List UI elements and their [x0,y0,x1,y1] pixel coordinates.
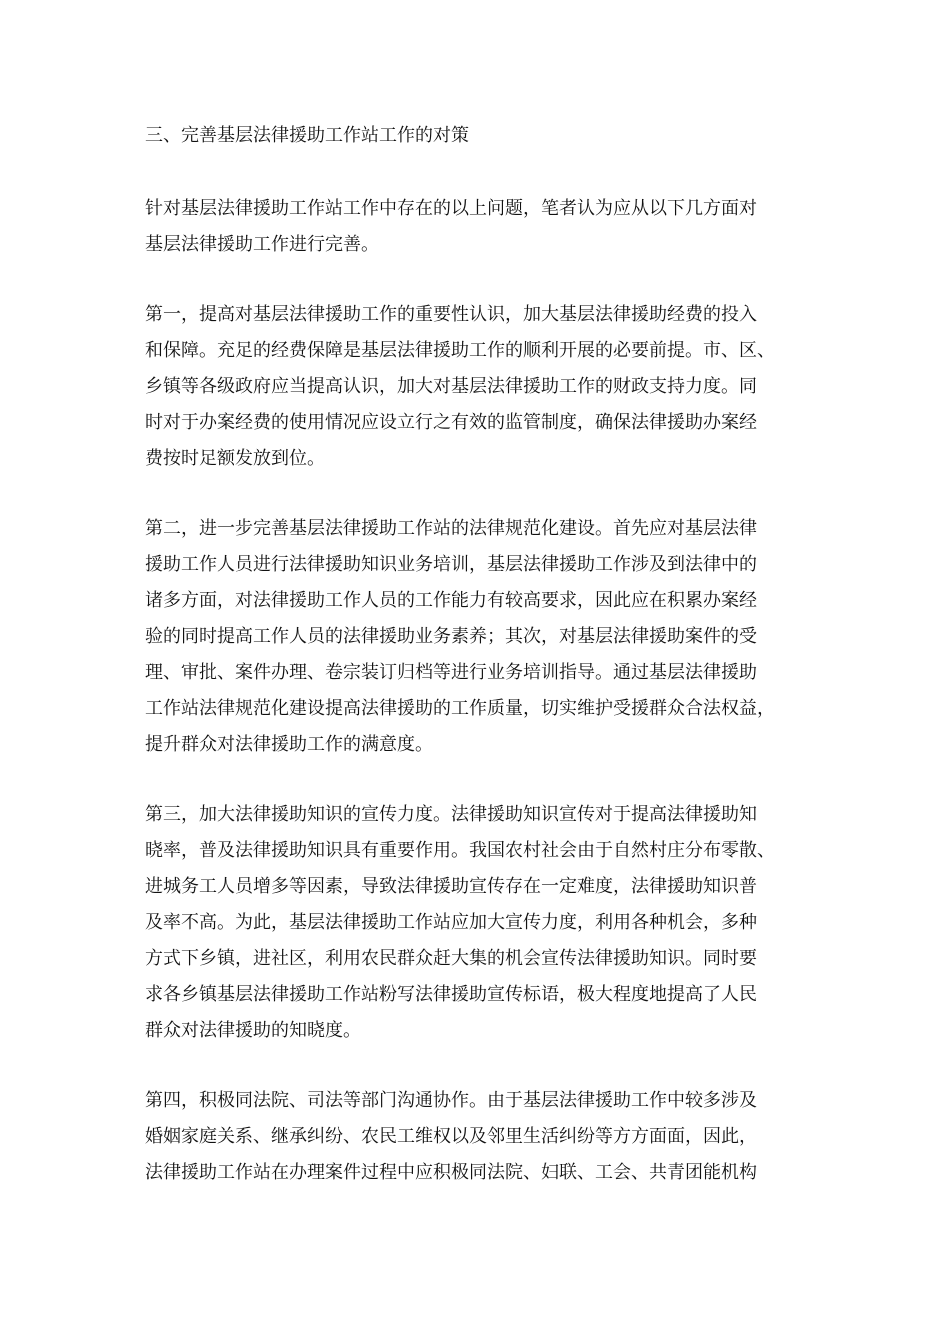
text-line: 基层法律援助工作进行完善。 [145,234,379,255]
text-line: 援助工作人员进行法律援助知识业务培训，基层法律援助工作涉及到法律中的 [145,554,757,575]
paragraph-second [145,511,813,763]
text-line: 求各乡镇基层法律援助工作站粉写法律援助宣传标语，极大程度地提高了人民 [145,984,757,1005]
text-line: 法律援助工作站在办理案件过程中应积极同法院、妇联、工会、共青团能机构 [145,1162,757,1183]
text-line: 方式下乡镇，进社区，利用农民群众赶大集的机会宣传法律援助知识。同时要 [145,948,757,969]
text-line: 群众对法律援助的知晓度。 [145,1020,361,1041]
text-line: 和保障。充足的经费保障是基层法律援助工作的顺利开展的必要前提。市、区、 [145,340,775,361]
text-line: 进城务工人员增多等因素，导致法律援助宣传存在一定难度，法律援助知识普 [145,876,757,897]
paragraph-third [145,797,813,1049]
text-line: 时对于办案经费的使用情况应设立行之有效的监管制度，确保法律援助办案经 [145,412,757,433]
text-line: 诸多方面，对法律援助工作人员的工作能力有较高要求，因此应在积累办案经 [145,590,757,611]
text-line: 及率不高。为此，基层法律援助工作站应加大宣传力度，利用各种机会，多种 [145,912,757,933]
text-line: 第四，积极同法院、司法等部门沟通协作。由于基层法律援助工作中较多涉及 [145,1090,757,1111]
text-line: 乡镇等各级政府应当提高认识，加大对基层法律援助工作的财政支持力度。同 [145,376,757,397]
text-line: 婚姻家庭关系、继承纠纷、农民工维权以及邻里生活纠纷等方方面面，因此， [145,1126,757,1147]
section-heading: 三、完善基层法律援助工作站工作的对策 [145,125,469,146]
text-line: 费按时足额发放到位。 [145,448,325,469]
text-line: 针对基层法律援助工作站工作中存在的以上问题，笔者认为应从以下几方面对 [145,198,757,219]
text-line: 晓率，普及法律援助知识具有重要作用。我国农村社会由于自然村庄分布零散、 [145,840,775,861]
text-line: 工作站法律规范化建设提高法律援助的工作质量，切实维护受援群众合法权益， [145,698,775,719]
text-line: 验的同时提高工作人员的法律援助业务素养；其次，对基层法律援助案件的受 [145,626,757,647]
text-line: 第三，加大法律援助知识的宣传力度。法律援助知识宣传对于提高法律援助知 [145,804,757,825]
paragraph-first [145,297,813,477]
paragraph-fourth [145,1083,813,1191]
paragraph-intro [145,191,813,263]
text-line: 第二，进一步完善基层法律援助工作站的法律规范化建设。首先应对基层法律 [145,518,757,539]
text-line: 第一，提高对基层法律援助工作的重要性认识，加大基层法律援助经费的投入 [145,304,757,325]
document-page [145,118,813,1191]
text-line: 提升群众对法律援助工作的满意度。 [145,734,433,755]
text-line: 理、审批、案件办理、卷宗装订归档等进行业务培训指导。通过基层法律援助 [145,662,757,683]
